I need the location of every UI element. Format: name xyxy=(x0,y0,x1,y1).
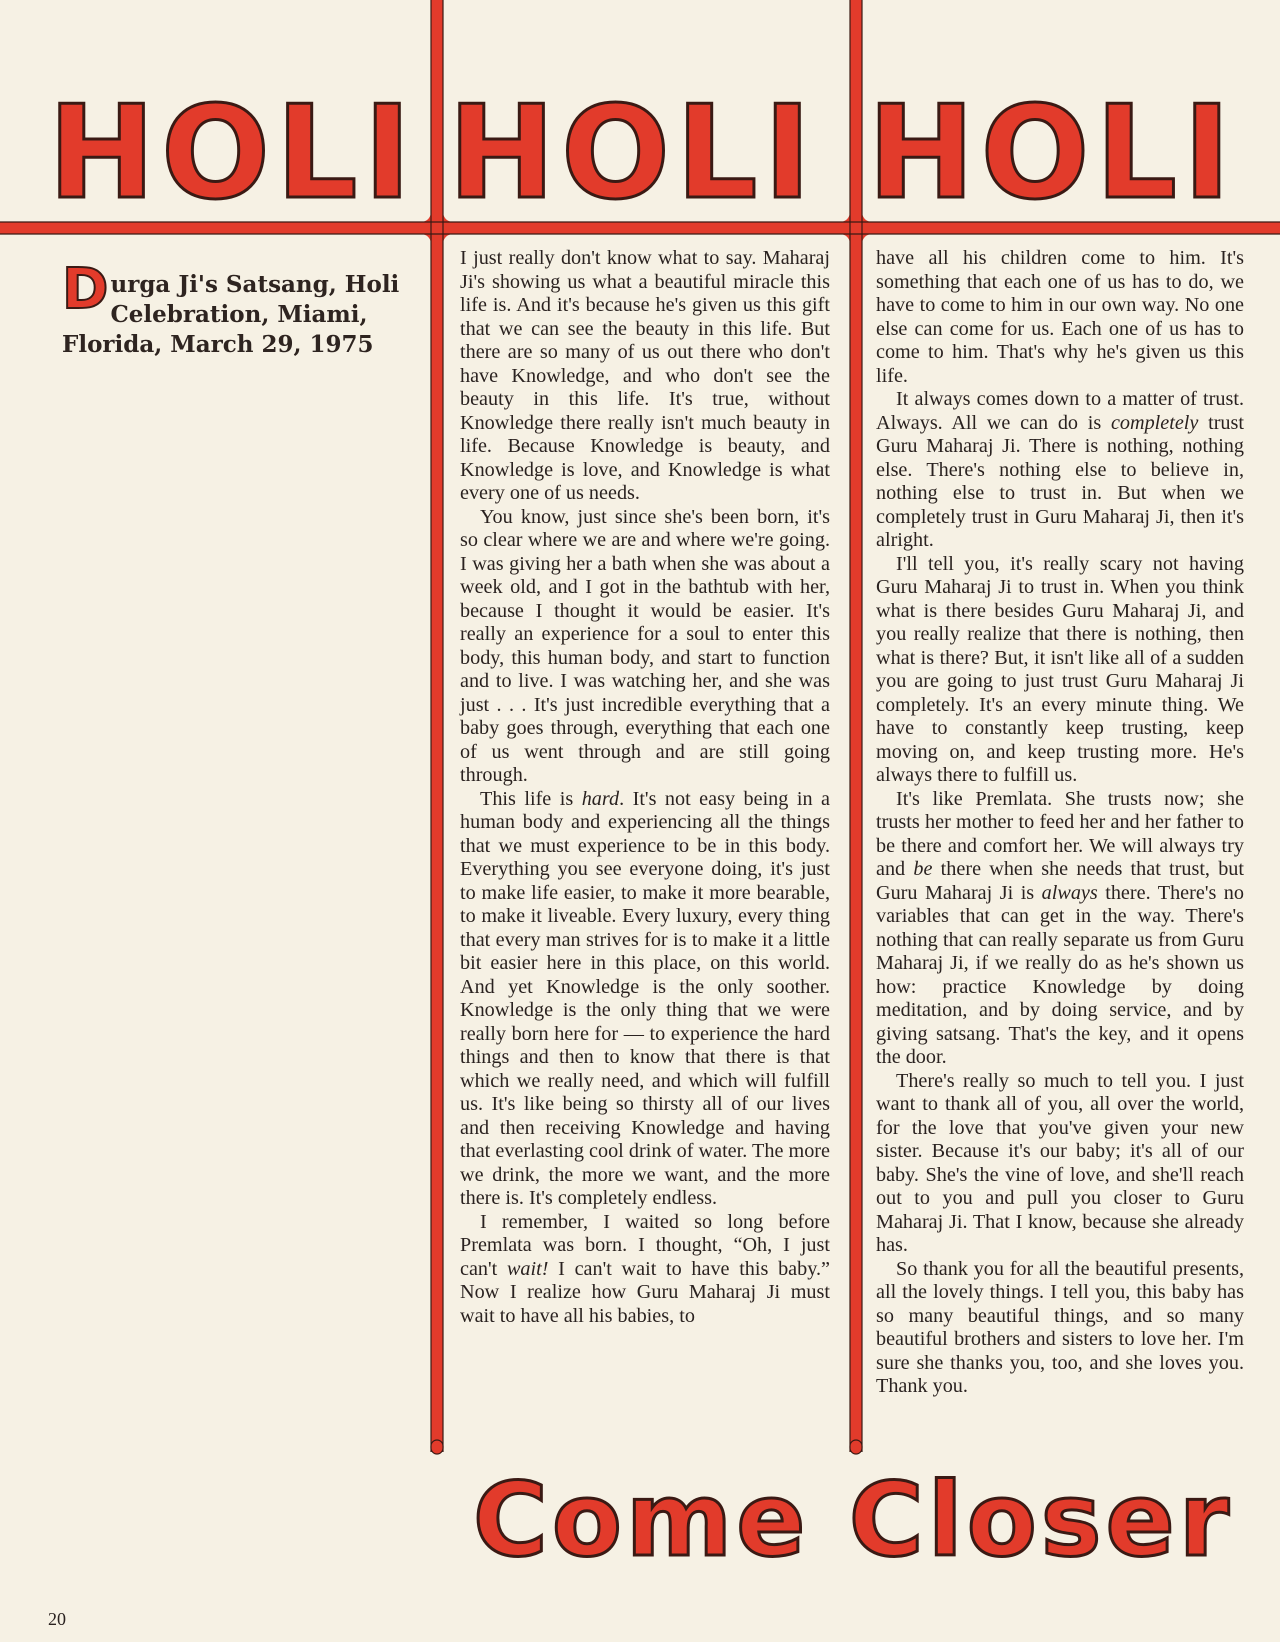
text-run: . It's not easy being in a human body and experiencing all the things that we must experience to be in this body. Everything you see everyone doing, it's just to make life easier, to make it more bearable, to make it liveable. Every luxury, every thing that every man strives for is to make it a little bit easier here in this place, on this world. And yet Knowledge is the only soother. Knowledge is the only thing that we were really born here for — to experience the hard things and then to know that there is that which we really need, and which will fulfill us. It's like being so thirsty all of our lives and then receiving Knowledge and having that everlasting cool drink of water. The more we drink, the more we want, and the more there is. It's completely endless. xyxy=(460,787,830,1209)
paragraph: have all his children come to him. It's something that each one of us has to do, we have to come to him in our own way. No one else can come for us. Each one of us has to come to him. That's why he's given us this life. xyxy=(876,247,1244,387)
paragraph: There's really so much to tell you. I just want to thank all of you, all over the world, for the love that you've given your new sister. Because it's our baby; it's all of our baby. She's the vine of love, and she'll reach out to you and pull you closer to Guru Maharaj Ji. That I know, because she already has. xyxy=(876,1069,1244,1256)
paragraph xyxy=(460,1211,830,1329)
emphasis: completely xyxy=(1110,411,1199,434)
text-run: trust Guru Maharaj Ji. There is nothing, nothing else. There's nothing else to believe in, nothing else to trust in. But when we completely trust in Guru Maharaj Ji, then it's alright. xyxy=(876,411,1244,551)
paragraph: So thank you for all the beautiful presents, all the lovely things. I tell you, this baby has so many beautiful things, and so many beautiful brothers and sisters to love her. I'm sure she thanks you, too, and she loves you. Thank you. xyxy=(876,1257,1244,1397)
holi-headline-3: HOLI xyxy=(867,79,1237,228)
text-run: I remember, I waited so long before Premlata was born. I thought, “Oh, I just can't xyxy=(460,1210,830,1280)
come-closer-title: Come Closer xyxy=(473,1461,1233,1580)
text-run: I can't wait to have this baby.” Now I realize how Guru Maharaj Ji must wait to have all his babies, to xyxy=(460,1257,831,1327)
article-column-1 xyxy=(460,247,830,1328)
emphasis: wait! xyxy=(506,1257,549,1280)
text-run: It's like Premlata. She trusts now; she trusts her mother to feed her and her father to be there and comfort her. We will always try and xyxy=(876,787,1244,880)
holi-headline-2: HOLI xyxy=(447,79,818,228)
text-run: there. There's no variables that can get in the way. There's nothing that can really separate us from Guru Maharaj Ji, if we really do as he's shown us how: practice Knowledge by doing meditation, and by doing service, and by giving satsang. That's the key, and it opens the door. xyxy=(876,881,1244,1068)
intro-caption xyxy=(62,257,432,360)
text-run: It always comes down to a matter of trust. Always. All we can do is xyxy=(876,388,1244,434)
holi-headline-1: HOLI xyxy=(47,79,418,228)
paragraph xyxy=(460,788,830,1211)
paragraph xyxy=(876,788,1244,1070)
page-number: 20 xyxy=(48,1609,66,1629)
paragraph: I just really don't know what to say. Maharaj Ji's showing us what a beautiful miracle this life is. And it's because he's given us this gift that we can see the beauty in this life. But there are so many of us out there who don't have Knowledge, and who don't see the beauty in this life. It's true, without Knowledge there really isn't much beauty in life. Because Knowledge is beauty, and Knowledge is love, and Knowledge is what every one of us needs. xyxy=(460,247,830,504)
paragraph xyxy=(876,388,1244,553)
article-column-2 xyxy=(876,247,1244,1399)
paragraph: I'll tell you, it's really scary not having Guru Maharaj Ji to trust in. When you think what is there besides Guru Maharaj Ji, and you really realize that there is nothing, then what is there? But, it isn't like all of a sudden you are going to just trust Guru Maharaj Ji completely. It's an every minute thing. We have to constantly keep trusting, keep moving on, and keep trusting more. He's always there to fulfill us. xyxy=(876,552,1244,786)
emphasis: always xyxy=(1041,881,1098,904)
paragraph: You know, just since she's been born, it's so clear where we are and where we're going. I was giving her a bath when she was about a week old, and I got in the bathtub with her, because I thought it would be easier. It's really an experience for a soul to enter this body, this human body, and start to function and to live. I was watching her, and she was just . . . It's just incredible everything that a baby goes through, everything that each one of us went through and are still going through. xyxy=(460,505,830,786)
intro-text: urga Ji's Satsang, Holi Celebration, Miami, Florida, March 29, 1975 xyxy=(62,271,400,358)
emphasis: be xyxy=(913,858,933,880)
text-run: there when she needs that trust, but Guru Maharaj Ji is xyxy=(876,858,1245,904)
emphasis: hard xyxy=(581,787,620,810)
text-run: This life is xyxy=(480,787,582,810)
drop-cap: D xyxy=(62,257,109,322)
